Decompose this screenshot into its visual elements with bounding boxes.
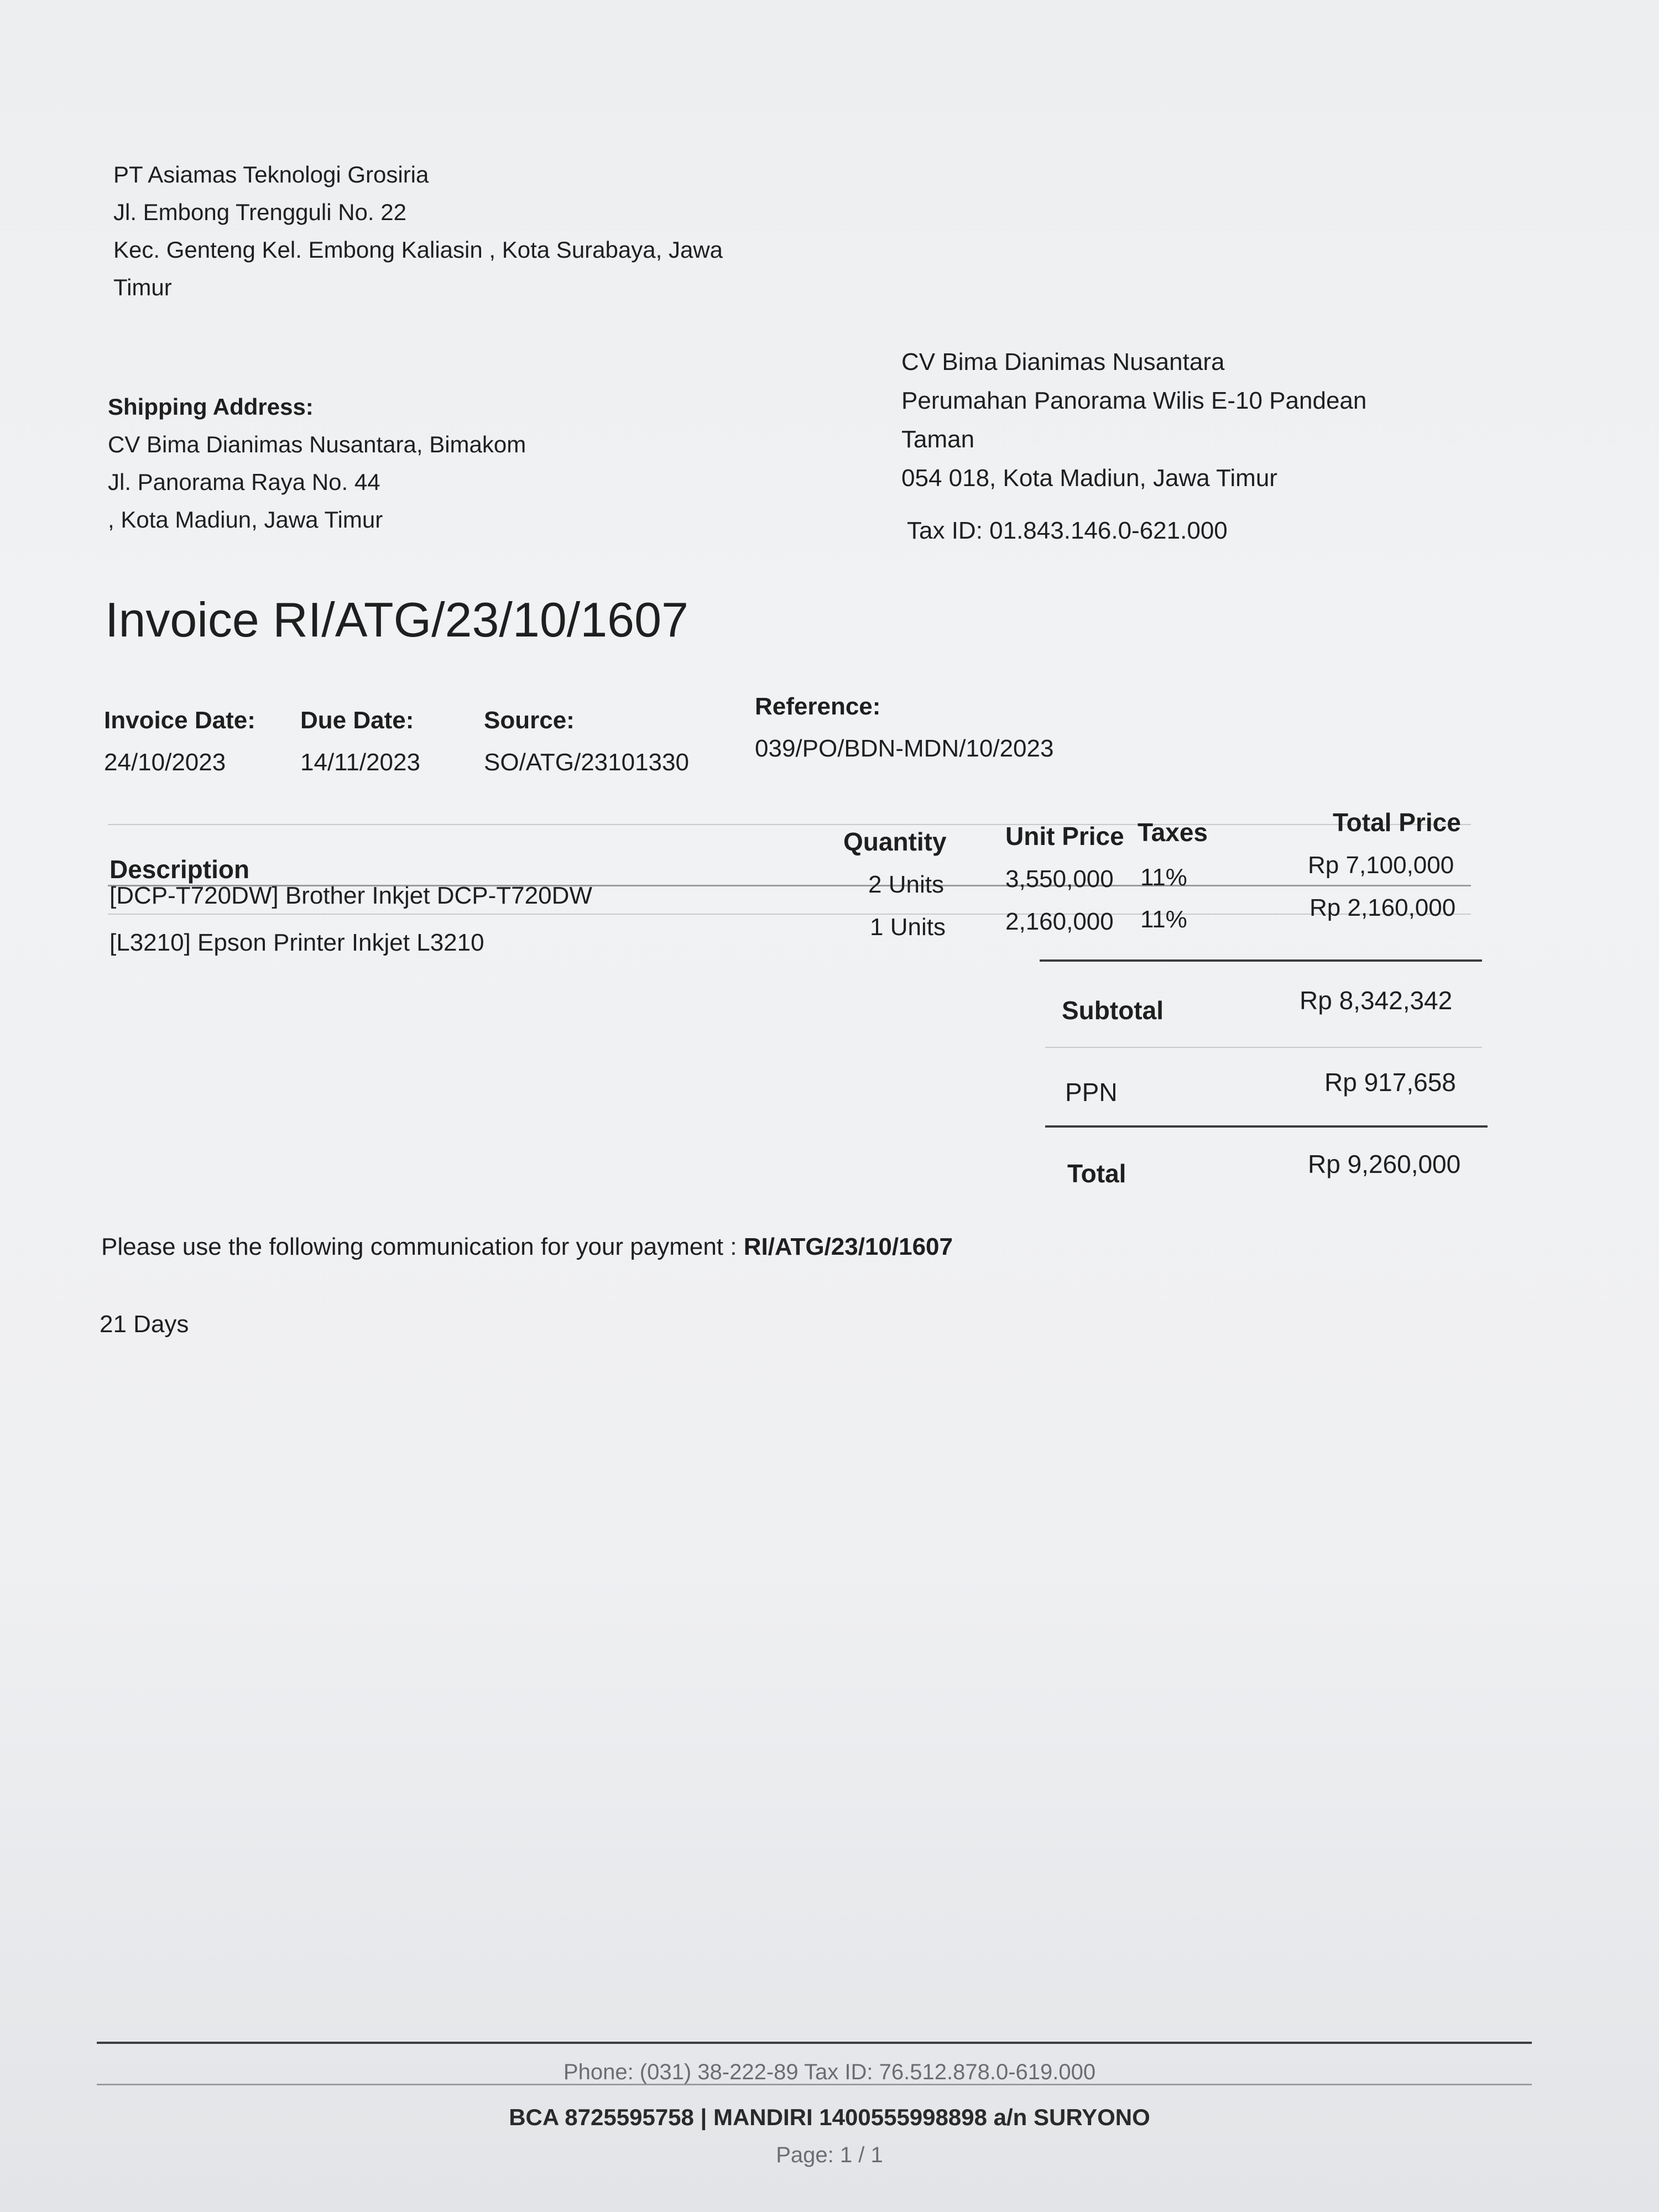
- company-address-line: Timur: [113, 274, 172, 300]
- invoice-date-field: [104, 700, 255, 784]
- row-total: Rp 2,160,000: [1310, 894, 1456, 921]
- customer-address-line: Perumahan Panorama Wilis E-10 Pandean: [901, 387, 1367, 414]
- shipping-address-line: , Kota Madiun, Jawa Timur: [108, 507, 383, 533]
- shipping-address-label: Shipping Address:: [108, 394, 314, 420]
- total-value: Rp 9,260,000: [1308, 1150, 1461, 1178]
- table-top-rule: [108, 824, 1471, 825]
- subtotal-rule: [1045, 1047, 1482, 1048]
- customer-address-line: 054 018, Kota Madiun, Jawa Timur: [901, 465, 1277, 492]
- company-name: PT Asiamas Teknologi Grosiria: [113, 161, 429, 187]
- due-date-field: [300, 700, 420, 784]
- reference-value: 039/PO/BDN-MDN/10/2023: [755, 735, 1054, 762]
- invoice-title: Invoice RI/ATG/23/10/1607: [105, 592, 688, 647]
- source-label: Source:: [484, 707, 575, 734]
- company-address-line: Jl. Embong Trengguli No. 22: [113, 199, 406, 225]
- subtotal-value: Rp 8,342,342: [1300, 986, 1453, 1015]
- row-unit-price: 2,160,000: [1005, 908, 1114, 935]
- shipping-address-line: Jl. Panorama Raya No. 44: [108, 469, 380, 495]
- column-header-unit-price: Unit Price: [1005, 822, 1124, 851]
- customer-address-block: [901, 343, 1366, 498]
- row-description: [DCP-T720DW] Brother Inkjet DCP-T720DW: [109, 882, 592, 909]
- shipping-address-line: CV Bima Dianimas Nusantara, Bimakom: [108, 431, 526, 457]
- payment-communication-text: Please use the following communication for your payment :: [101, 1233, 744, 1260]
- payment-terms: 21 Days: [100, 1311, 189, 1338]
- company-address-line: Kec. Genteng Kel. Embong Kaliasin , Kota Surabaya, Jawa: [113, 237, 723, 263]
- tax-label: PPN: [1065, 1078, 1118, 1107]
- due-date-value: 14/11/2023: [300, 749, 420, 776]
- column-header-quantity: Quantity: [843, 827, 947, 856]
- company-block: [113, 156, 723, 306]
- invoice-date-value: 24/10/2023: [104, 749, 226, 776]
- customer-address-line: Taman: [901, 426, 975, 453]
- invoice-date-label: Invoice Date:: [104, 707, 255, 734]
- total-label: Total: [1067, 1159, 1126, 1188]
- row-divider: [108, 914, 1471, 915]
- row-taxes: 11%: [1140, 864, 1187, 891]
- footer-page-number: Page: 1 / 1: [776, 2143, 883, 2167]
- column-header-taxes: Taxes: [1138, 818, 1208, 847]
- payment-communication: [101, 1233, 953, 1261]
- tax-value: Rp 917,658: [1324, 1068, 1456, 1097]
- column-header-total-price: Total Price: [1333, 808, 1461, 837]
- due-date-label: Due Date:: [300, 707, 414, 734]
- row-taxes: 11%: [1140, 906, 1187, 933]
- reference-label: Reference:: [755, 693, 881, 720]
- source-value: SO/ATG/23101330: [484, 749, 689, 776]
- column-header-description: Description: [109, 855, 250, 884]
- row-unit-price: 3,550,000: [1005, 865, 1114, 893]
- row-total: Rp 7,100,000: [1308, 852, 1454, 879]
- footer-rule: [97, 2042, 1532, 2044]
- footer-contact: Phone: (031) 38-222-89 Tax ID: 76.512.878.0-619.000: [563, 2060, 1096, 2084]
- payment-reference: RI/ATG/23/10/1607: [743, 1233, 953, 1260]
- totals-top-rule: [1040, 959, 1482, 962]
- row-quantity: 2 Units: [868, 871, 944, 898]
- source-field: [484, 700, 689, 784]
- shipping-address-block: [108, 388, 526, 539]
- total-rule: [1045, 1125, 1488, 1128]
- subtotal-label: Subtotal: [1062, 996, 1164, 1025]
- row-description: [L3210] Epson Printer Inkjet L3210: [109, 929, 484, 956]
- row-quantity: 1 Units: [870, 914, 946, 941]
- customer-name: CV Bima Dianimas Nusantara: [901, 348, 1225, 375]
- footer-bank-accounts: BCA 8725595758 | MANDIRI 1400555998898 a/n SURYONO: [509, 2104, 1150, 2130]
- reference-field: [755, 686, 1053, 770]
- customer-tax-id: Tax ID: 01.843.146.0-621.000: [907, 517, 1228, 544]
